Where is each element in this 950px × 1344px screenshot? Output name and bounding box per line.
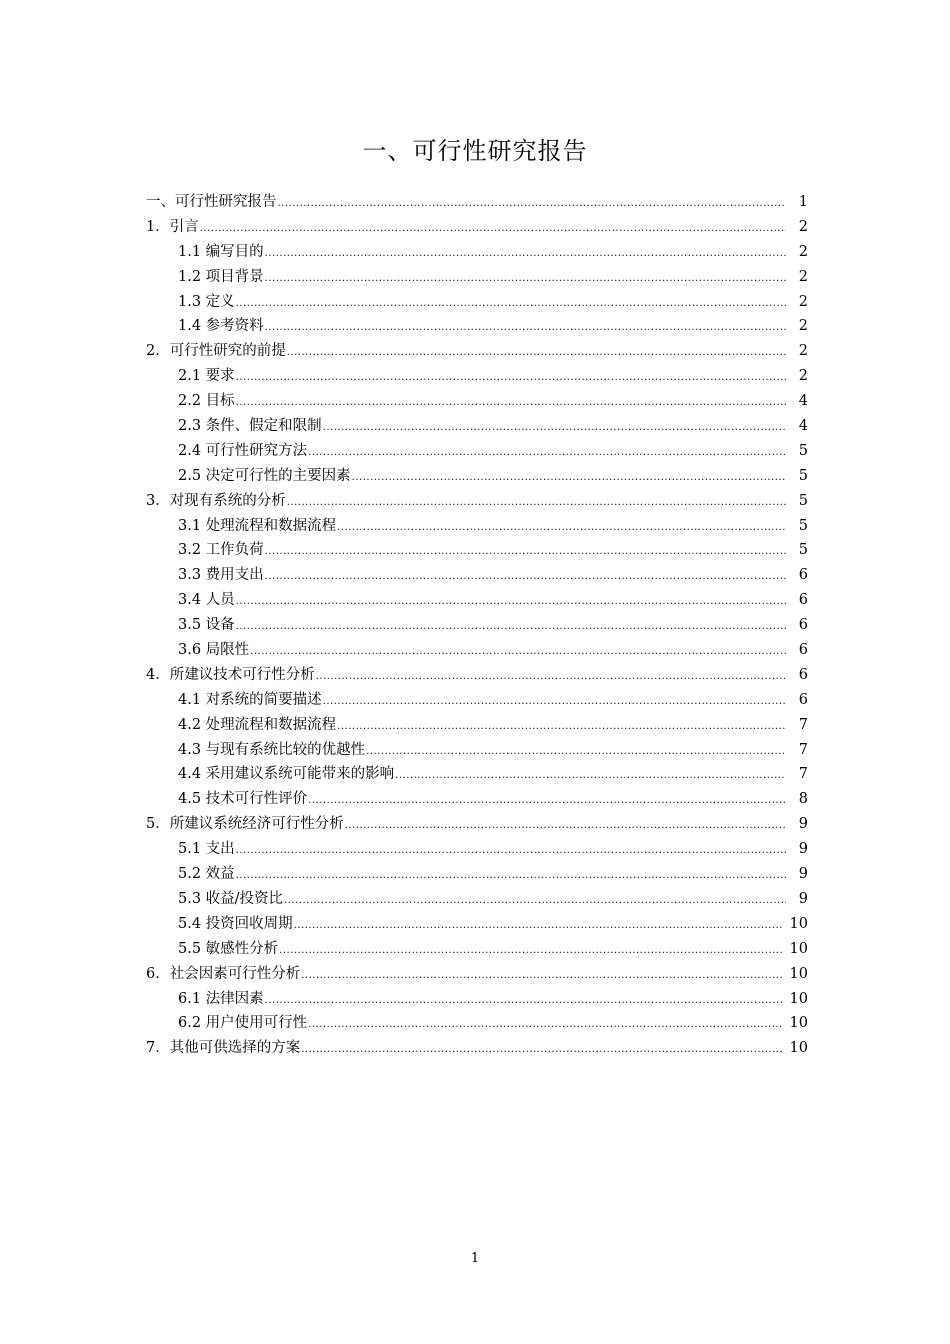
toc-entry[interactable] (146, 414, 808, 439)
toc-entry[interactable] (146, 389, 808, 414)
toc-entry-page: 6 (798, 567, 808, 584)
toc-entry-page: 4 (798, 418, 808, 435)
toc-entry-page: 7 (798, 766, 808, 783)
toc-dot-leader (265, 571, 786, 582)
toc-entry-page: 6 (798, 617, 808, 634)
toc-entry-label: 4.5 技术可行性评价 (178, 791, 308, 808)
toc-entry[interactable] (146, 762, 808, 787)
toc-entry-page: 4 (798, 393, 808, 410)
toc-entry-page: 5 (798, 467, 808, 484)
toc-entry-label: 3.1 处理流程和数据流程 (178, 517, 337, 534)
toc-entry-label: 6.2 用户使用可行性 (178, 1015, 308, 1032)
toc-dot-leader (366, 746, 786, 757)
toc-entry[interactable] (146, 339, 808, 364)
toc-dot-leader (236, 845, 786, 856)
toc-entry-page: 8 (798, 791, 808, 808)
toc-dot-leader (395, 770, 786, 781)
toc-dot-leader (236, 621, 786, 632)
toc-entry-page: 2 (798, 318, 808, 335)
toc-entry-page: 10 (789, 1015, 808, 1032)
toc-dot-leader (352, 472, 786, 483)
toc-entry-page: 10 (789, 915, 808, 932)
toc-entry-label: 4.2 处理流程和数据流程 (178, 716, 337, 733)
toc-dot-leader (323, 696, 786, 707)
toc-entry-page: 2 (798, 268, 808, 285)
toc-entry[interactable] (146, 1011, 808, 1036)
toc-dot-leader (236, 870, 786, 881)
toc-entry-page: 2 (798, 343, 808, 360)
toc-entry-page: 6 (798, 592, 808, 609)
toc-dot-leader (337, 721, 786, 732)
toc-entry[interactable] (146, 912, 808, 937)
toc-entry[interactable] (146, 240, 808, 265)
toc-entry-label: 4.4 采用建议系统可能带来的影响 (178, 766, 395, 783)
toc-entry-label: 5.1 支出 (178, 841, 235, 858)
toc-entry[interactable] (146, 190, 808, 215)
toc-entry-label: 3.5 设备 (178, 617, 235, 634)
toc-entry[interactable] (146, 439, 808, 464)
toc-entry[interactable] (146, 514, 808, 539)
toc-entry-label: 5.3 收益/投资比 (178, 890, 284, 907)
toc-entry[interactable] (146, 314, 808, 339)
toc-dot-leader (236, 372, 786, 383)
toc-dot-leader (301, 970, 781, 981)
toc-entry-label: 4．所建议技术可行性分析 (146, 666, 315, 683)
toc-entry[interactable] (146, 812, 808, 837)
toc-entry-label: 6．社会因素可行性分析 (146, 965, 301, 982)
toc-dot-leader (308, 447, 786, 458)
toc-dot-leader (265, 248, 786, 259)
toc-entry[interactable] (146, 638, 808, 663)
toc-entry-label: 5.5 敏感性分析 (178, 940, 279, 957)
toc-entry-label: 2.3 条件、假定和限制 (178, 418, 322, 435)
toc-entry-page: 2 (798, 243, 808, 260)
toc-entry-label: 一、可行性研究报告 (146, 194, 277, 210)
toc-entry-label: 7．其他可供选择的方案 (146, 1040, 301, 1057)
toc-entry-label: 6.1 法律因素 (178, 990, 264, 1007)
toc-entry-label: 3.4 人员 (178, 592, 235, 609)
toc-entry-page: 9 (798, 890, 808, 907)
toc-entry[interactable] (146, 663, 808, 688)
toc-entry-label: 2.2 目标 (178, 393, 235, 410)
toc-entry[interactable] (146, 837, 808, 862)
toc-entry-label: 1.4 参考资料 (178, 318, 264, 335)
toc-dot-leader (236, 596, 786, 607)
toc-entry-label: 3.2 工作负荷 (178, 542, 264, 559)
toc-entry-page: 10 (789, 990, 808, 1007)
toc-entry-page: 7 (798, 741, 808, 758)
toc-entry-page: 2 (798, 368, 808, 385)
toc-dot-leader (284, 895, 786, 906)
toc-entry-page: 5 (798, 517, 808, 534)
toc-entry-label: 4.1 对系统的简要描述 (178, 691, 322, 708)
page-number: 1 (470, 1251, 480, 1266)
toc-entry-label: 2.5 决定可行性的主要因素 (178, 467, 351, 484)
toc-entry-page: 5 (798, 542, 808, 559)
toc-entry-page: 2 (798, 218, 808, 235)
toc-entry-page: 1 (798, 194, 808, 210)
toc-entry[interactable] (146, 588, 808, 613)
document-title: 一、可行性研究报告 (362, 137, 588, 165)
toc-dot-leader (345, 820, 786, 831)
toc-entry-label: 2.4 可行性研究方法 (178, 442, 308, 459)
toc-entry[interactable] (146, 862, 808, 887)
toc-entry-label: 1.2 项目背景 (178, 268, 264, 285)
toc-entry-page: 2 (798, 293, 808, 310)
toc-entry[interactable] (146, 713, 808, 738)
toc-entry[interactable] (146, 937, 808, 962)
toc-entry-label: 2.1 要求 (178, 368, 235, 385)
toc-entry[interactable] (146, 987, 808, 1012)
toc-entry[interactable] (146, 613, 808, 638)
toc-entry[interactable] (146, 787, 808, 812)
toc-entry-label: 1.3 定义 (178, 293, 235, 310)
toc-entry-label: 5．所建议系统经济可行性分析 (146, 816, 344, 833)
toc-entry-label: 1.1 编写目的 (178, 243, 264, 260)
toc-dot-leader (279, 945, 781, 956)
toc-entry-page: 5 (798, 442, 808, 459)
toc-dot-leader (316, 671, 786, 682)
toc-entry[interactable] (146, 489, 808, 514)
toc-entry-page: 10 (789, 940, 808, 957)
toc-entry[interactable] (146, 215, 808, 240)
toc-dot-leader (265, 995, 782, 1006)
toc-entry-label: 4.3 与现有系统比较的优越性 (178, 741, 366, 758)
toc-entry-page: 5 (798, 492, 808, 509)
toc-entry[interactable] (146, 1036, 808, 1061)
toc-entry-label: 2．可行性研究的前提 (146, 343, 286, 360)
toc-dot-leader (250, 646, 786, 657)
toc-dot-leader (265, 322, 786, 333)
toc-entry-label: 3.3 费用支出 (178, 567, 264, 584)
toc-dot-leader (278, 198, 787, 209)
toc-dot-leader (287, 347, 786, 358)
toc-entry[interactable] (146, 887, 808, 912)
toc-entry-page: 6 (798, 691, 808, 708)
toc-entry[interactable] (146, 962, 808, 987)
toc-entry-page: 6 (798, 642, 808, 659)
toc-entry[interactable] (146, 364, 808, 389)
table-of-contents (146, 190, 808, 1061)
toc-dot-leader (236, 397, 786, 408)
toc-entry[interactable] (146, 265, 808, 290)
toc-dot-leader (308, 1019, 781, 1030)
toc-entry-label: 3.6 局限性 (178, 642, 250, 659)
toc-entry-label: 5.2 效益 (178, 866, 235, 883)
toc-dot-leader (287, 497, 786, 508)
toc-dot-leader (236, 298, 786, 309)
toc-dot-leader (337, 522, 786, 533)
toc-entry-label: 5.4 投资回收周期 (178, 915, 293, 932)
toc-dot-leader (301, 1044, 781, 1055)
toc-entry-page: 9 (798, 866, 808, 883)
toc-dot-leader (308, 795, 786, 806)
toc-entry[interactable] (146, 738, 808, 763)
toc-entry[interactable] (146, 563, 808, 588)
toc-entry[interactable] (146, 538, 808, 563)
toc-entry[interactable] (146, 290, 808, 315)
toc-dot-leader (265, 273, 786, 284)
toc-dot-leader (323, 422, 786, 433)
toc-entry-page: 7 (798, 716, 808, 733)
toc-entry-page: 6 (798, 666, 808, 683)
toc-dot-leader (200, 223, 786, 234)
toc-dot-leader (294, 920, 782, 931)
toc-entry-page: 10 (789, 1040, 808, 1057)
toc-entry-label: 3．对现有系统的分析 (146, 492, 286, 509)
toc-entry[interactable] (146, 464, 808, 489)
toc-entry-page: 9 (798, 816, 808, 833)
toc-entry[interactable] (146, 688, 808, 713)
toc-dot-leader (265, 546, 786, 557)
toc-entry-page: 10 (789, 965, 808, 982)
toc-entry-page: 9 (798, 841, 808, 858)
toc-entry-label: 1．引言 (146, 218, 199, 235)
